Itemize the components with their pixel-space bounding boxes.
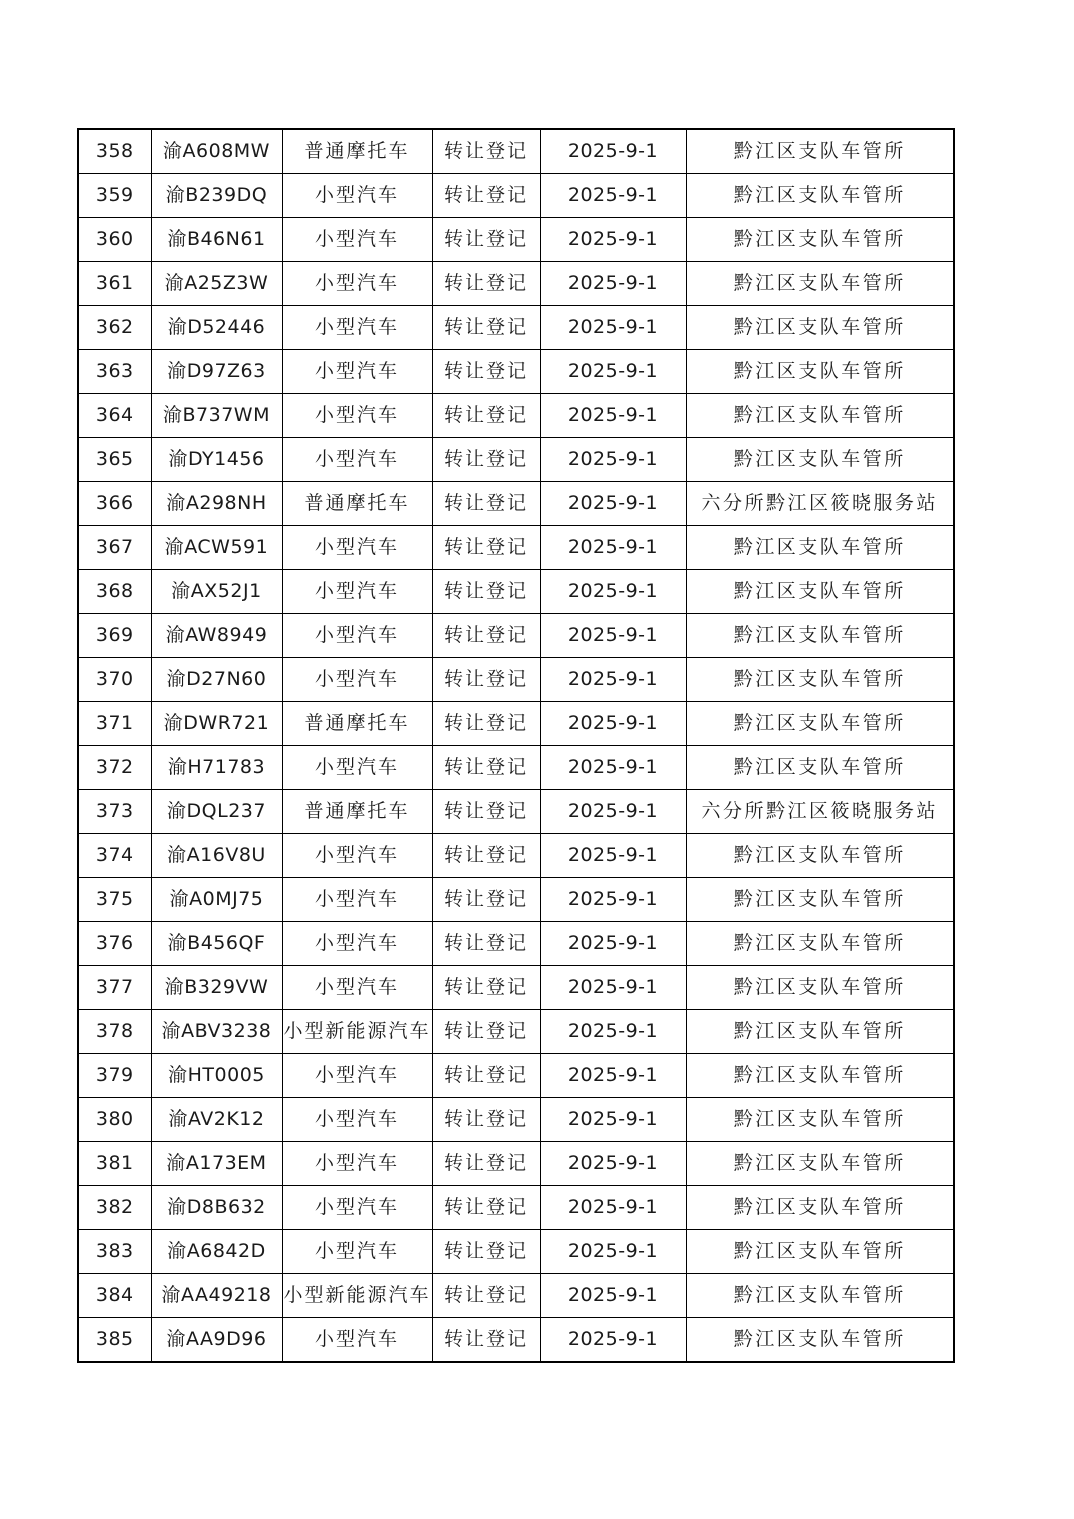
cell-office: 黔江区支队车管所 [686,702,954,746]
cell-plate-number: 渝ABV3238 [151,1010,282,1054]
cell-plate-number: 渝A25Z3W [151,262,282,306]
cell-vehicle-type: 普通摩托车 [282,482,432,526]
cell-plate-number: 渝ACW591 [151,526,282,570]
cell-date: 2025-9-1 [540,1142,686,1186]
table-row [78,746,954,790]
table-row [78,394,954,438]
cell-vehicle-type: 小型汽车 [282,614,432,658]
cell-business-type: 转让登记 [432,966,540,1010]
cell-serial-number: 379 [78,1054,151,1098]
cell-vehicle-type: 小型汽车 [282,1142,432,1186]
cell-date: 2025-9-1 [540,614,686,658]
cell-serial-number: 364 [78,394,151,438]
cell-plate-number: 渝A298NH [151,482,282,526]
cell-office: 黔江区支队车管所 [686,438,954,482]
cell-serial-number: 378 [78,1010,151,1054]
cell-office: 黔江区支队车管所 [686,1230,954,1274]
table-row [78,702,954,746]
cell-plate-number: 渝B329VW [151,966,282,1010]
cell-plate-number: 渝AA9D96 [151,1318,282,1363]
cell-date: 2025-9-1 [540,658,686,702]
cell-date: 2025-9-1 [540,218,686,262]
cell-plate-number: 渝DQL237 [151,790,282,834]
cell-date: 2025-9-1 [540,746,686,790]
cell-serial-number: 358 [78,129,151,174]
cell-serial-number: 385 [78,1318,151,1363]
cell-office: 黔江区支队车管所 [686,350,954,394]
cell-business-type: 转让登记 [432,878,540,922]
cell-business-type: 转让登记 [432,834,540,878]
cell-date: 2025-9-1 [540,1054,686,1098]
cell-date: 2025-9-1 [540,394,686,438]
cell-vehicle-type: 小型汽车 [282,394,432,438]
cell-serial-number: 382 [78,1186,151,1230]
cell-serial-number: 377 [78,966,151,1010]
cell-office: 黔江区支队车管所 [686,306,954,350]
cell-date: 2025-9-1 [540,878,686,922]
cell-office: 黔江区支队车管所 [686,966,954,1010]
cell-vehicle-type: 小型汽车 [282,1186,432,1230]
cell-serial-number: 368 [78,570,151,614]
table-row [78,1142,954,1186]
cell-date: 2025-9-1 [540,526,686,570]
cell-office: 六分所黔江区筱晓服务站 [686,790,954,834]
cell-business-type: 转让登记 [432,1054,540,1098]
cell-plate-number: 渝A6842D [151,1230,282,1274]
cell-business-type: 转让登记 [432,702,540,746]
cell-serial-number: 384 [78,1274,151,1318]
cell-date: 2025-9-1 [540,702,686,746]
cell-vehicle-type: 小型汽车 [282,570,432,614]
cell-plate-number: 渝B737WM [151,394,282,438]
cell-office: 黔江区支队车管所 [686,1098,954,1142]
table-row [78,129,954,174]
cell-date: 2025-9-1 [540,1274,686,1318]
table-row [78,1054,954,1098]
cell-vehicle-type: 小型汽车 [282,658,432,702]
table-row [78,1318,954,1363]
cell-business-type: 转让登记 [432,746,540,790]
cell-business-type: 转让登记 [432,394,540,438]
table-row [78,526,954,570]
cell-business-type: 转让登记 [432,922,540,966]
table-row [78,218,954,262]
cell-business-type: 转让登记 [432,570,540,614]
cell-date: 2025-9-1 [540,922,686,966]
cell-serial-number: 376 [78,922,151,966]
table-row [78,174,954,218]
table-row [78,570,954,614]
cell-serial-number: 380 [78,1098,151,1142]
table-row [78,350,954,394]
cell-vehicle-type: 小型汽车 [282,306,432,350]
registration-table [77,128,955,1363]
cell-serial-number: 367 [78,526,151,570]
cell-business-type: 转让登记 [432,1098,540,1142]
table-row [78,1230,954,1274]
cell-plate-number: 渝A608MW [151,129,282,174]
cell-date: 2025-9-1 [540,790,686,834]
cell-vehicle-type: 小型汽车 [282,878,432,922]
cell-plate-number: 渝B239DQ [151,174,282,218]
cell-plate-number: 渝AX52J1 [151,570,282,614]
table-row [78,658,954,702]
cell-office: 黔江区支队车管所 [686,218,954,262]
cell-business-type: 转让登记 [432,1142,540,1186]
table-row [78,834,954,878]
table-row [78,262,954,306]
cell-plate-number: 渝A173EM [151,1142,282,1186]
cell-business-type: 转让登记 [432,218,540,262]
cell-serial-number: 383 [78,1230,151,1274]
table-row [78,878,954,922]
cell-date: 2025-9-1 [540,1186,686,1230]
cell-office: 黔江区支队车管所 [686,1274,954,1318]
cell-plate-number: 渝D27N60 [151,658,282,702]
cell-business-type: 转让登记 [432,306,540,350]
cell-office: 黔江区支队车管所 [686,878,954,922]
cell-vehicle-type: 小型汽车 [282,1230,432,1274]
cell-plate-number: 渝DWR721 [151,702,282,746]
cell-vehicle-type: 普通摩托车 [282,129,432,174]
cell-serial-number: 365 [78,438,151,482]
cell-date: 2025-9-1 [540,482,686,526]
table-row [78,306,954,350]
cell-office: 黔江区支队车管所 [686,658,954,702]
cell-vehicle-type: 小型汽车 [282,218,432,262]
cell-date: 2025-9-1 [540,262,686,306]
cell-date: 2025-9-1 [540,1318,686,1363]
cell-plate-number: 渝AV2K12 [151,1098,282,1142]
cell-serial-number: 363 [78,350,151,394]
cell-vehicle-type: 小型汽车 [282,834,432,878]
cell-business-type: 转让登记 [432,1274,540,1318]
cell-business-type: 转让登记 [432,790,540,834]
cell-business-type: 转让登记 [432,614,540,658]
cell-vehicle-type: 小型汽车 [282,966,432,1010]
cell-plate-number: 渝AW8949 [151,614,282,658]
cell-plate-number: 渝A0MJ75 [151,878,282,922]
cell-office: 黔江区支队车管所 [686,1010,954,1054]
cell-business-type: 转让登记 [432,1230,540,1274]
cell-vehicle-type: 小型新能源汽车 [282,1010,432,1054]
cell-serial-number: 359 [78,174,151,218]
cell-office: 黔江区支队车管所 [686,614,954,658]
cell-serial-number: 374 [78,834,151,878]
table-row [78,1010,954,1054]
cell-office: 黔江区支队车管所 [686,746,954,790]
cell-business-type: 转让登记 [432,526,540,570]
cell-vehicle-type: 小型汽车 [282,922,432,966]
cell-plate-number: 渝AA49218 [151,1274,282,1318]
cell-serial-number: 360 [78,218,151,262]
table-row [78,966,954,1010]
cell-vehicle-type: 小型汽车 [282,1054,432,1098]
cell-business-type: 转让登记 [432,438,540,482]
cell-office: 黔江区支队车管所 [686,262,954,306]
cell-date: 2025-9-1 [540,1230,686,1274]
cell-plate-number: 渝A16V8U [151,834,282,878]
cell-serial-number: 375 [78,878,151,922]
cell-vehicle-type: 小型新能源汽车 [282,1274,432,1318]
cell-office: 黔江区支队车管所 [686,834,954,878]
cell-plate-number: 渝H71783 [151,746,282,790]
cell-serial-number: 366 [78,482,151,526]
cell-serial-number: 381 [78,1142,151,1186]
cell-business-type: 转让登记 [432,350,540,394]
cell-business-type: 转让登记 [432,1010,540,1054]
cell-serial-number: 371 [78,702,151,746]
cell-vehicle-type: 小型汽车 [282,350,432,394]
cell-plate-number: 渝B46N61 [151,218,282,262]
cell-plate-number: 渝B456QF [151,922,282,966]
cell-vehicle-type: 小型汽车 [282,174,432,218]
cell-office: 黔江区支队车管所 [686,1142,954,1186]
cell-date: 2025-9-1 [540,570,686,614]
cell-business-type: 转让登记 [432,262,540,306]
cell-office: 黔江区支队车管所 [686,526,954,570]
cell-plate-number: 渝D8B632 [151,1186,282,1230]
cell-date: 2025-9-1 [540,350,686,394]
cell-serial-number: 362 [78,306,151,350]
cell-serial-number: 369 [78,614,151,658]
table-row [78,1186,954,1230]
cell-vehicle-type: 小型汽车 [282,746,432,790]
cell-business-type: 转让登记 [432,129,540,174]
cell-date: 2025-9-1 [540,306,686,350]
cell-plate-number: 渝D97Z63 [151,350,282,394]
cell-vehicle-type: 小型汽车 [282,1318,432,1363]
table-row [78,790,954,834]
table-row [78,438,954,482]
table-row [78,482,954,526]
cell-serial-number: 373 [78,790,151,834]
cell-vehicle-type: 小型汽车 [282,262,432,306]
cell-serial-number: 372 [78,746,151,790]
table-row [78,1098,954,1142]
table-row [78,922,954,966]
cell-office: 黔江区支队车管所 [686,922,954,966]
table-row [78,1274,954,1318]
cell-date: 2025-9-1 [540,834,686,878]
cell-date: 2025-9-1 [540,129,686,174]
cell-office: 黔江区支队车管所 [686,1186,954,1230]
cell-office: 黔江区支队车管所 [686,174,954,218]
cell-serial-number: 370 [78,658,151,702]
cell-vehicle-type: 小型汽车 [282,526,432,570]
cell-business-type: 转让登记 [432,1186,540,1230]
cell-business-type: 转让登记 [432,658,540,702]
cell-vehicle-type: 普通摩托车 [282,702,432,746]
table-body [78,129,954,1362]
cell-business-type: 转让登记 [432,174,540,218]
cell-office: 黔江区支队车管所 [686,394,954,438]
cell-office: 六分所黔江区筱晓服务站 [686,482,954,526]
cell-date: 2025-9-1 [540,1098,686,1142]
cell-office: 黔江区支队车管所 [686,570,954,614]
cell-plate-number: 渝D52446 [151,306,282,350]
cell-vehicle-type: 小型汽车 [282,438,432,482]
cell-vehicle-type: 小型汽车 [282,1098,432,1142]
cell-date: 2025-9-1 [540,1010,686,1054]
cell-plate-number: 渝DY1456 [151,438,282,482]
cell-business-type: 转让登记 [432,482,540,526]
cell-date: 2025-9-1 [540,438,686,482]
cell-office: 黔江区支队车管所 [686,1318,954,1363]
table-row [78,614,954,658]
cell-office: 黔江区支队车管所 [686,1054,954,1098]
cell-plate-number: 渝HT0005 [151,1054,282,1098]
cell-office: 黔江区支队车管所 [686,129,954,174]
cell-serial-number: 361 [78,262,151,306]
cell-business-type: 转让登记 [432,1318,540,1363]
cell-date: 2025-9-1 [540,174,686,218]
cell-date: 2025-9-1 [540,966,686,1010]
cell-vehicle-type: 普通摩托车 [282,790,432,834]
